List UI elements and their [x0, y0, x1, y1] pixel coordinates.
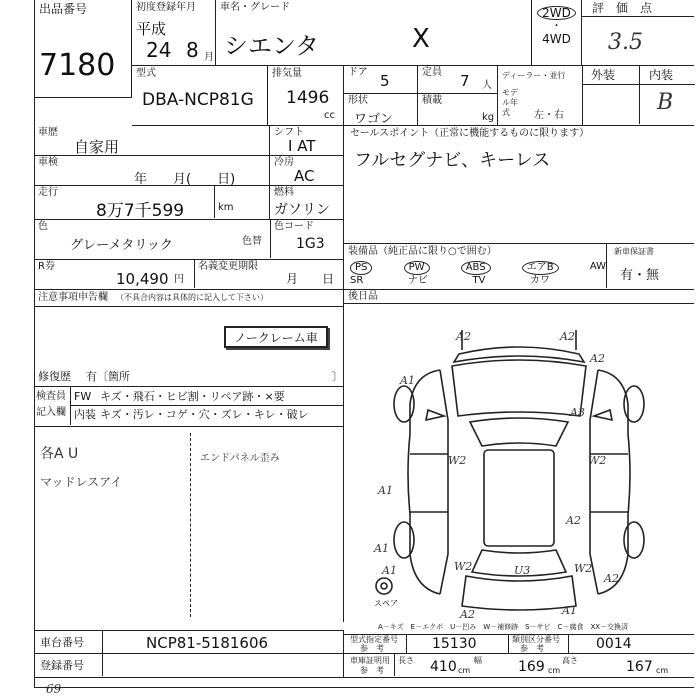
- ac-label: 冷房: [274, 157, 294, 168]
- model-value: DBA-NCP81G: [142, 90, 254, 110]
- sales-point-text: フルセグナビ、キーレス: [354, 150, 551, 171]
- lot-number: 7180: [39, 48, 116, 83]
- reg-box: [34, 654, 344, 678]
- car-name: シエンタ: [224, 32, 320, 60]
- km-unit: km: [218, 202, 234, 213]
- equipment-item: ABS: [461, 261, 491, 275]
- tax-label: 名義変更期限: [198, 261, 258, 272]
- notes-box: [34, 290, 344, 386]
- dmg-mark: A2: [566, 514, 581, 527]
- dmg-mark: A1: [400, 374, 415, 387]
- first-reg-label: 初度登録年月: [136, 2, 196, 13]
- drive-dot: ・: [551, 21, 562, 32]
- type-designation-value: 15130: [432, 636, 477, 652]
- equipment-item: TV: [472, 275, 486, 286]
- chassis-label: 車台番号: [40, 636, 84, 649]
- chassis-value: NCP81-5181606: [146, 634, 269, 652]
- dealer-box: [498, 66, 582, 126]
- remarks-box: [34, 426, 344, 622]
- reg-divider: [102, 654, 103, 676]
- spare-label: スペア: [374, 599, 398, 608]
- equipment-item: エアB: [522, 261, 559, 275]
- equipment-item: ナビ: [407, 275, 428, 286]
- interior-row: キズ・汚レ・コゲ・穴・ズレ・キレ・破レ: [100, 408, 309, 421]
- width-unit: cm: [548, 666, 561, 675]
- warranty-value: 有・無: [620, 268, 660, 283]
- yen-unit: 円: [174, 274, 184, 285]
- load-box: [418, 94, 498, 126]
- remark-3: エンドパネル歪み: [200, 453, 280, 464]
- car-name-box: [216, 0, 532, 66]
- dmg-mark: A2: [460, 608, 475, 621]
- fuel-value: ガソリン: [274, 202, 330, 218]
- color-box: [34, 220, 344, 260]
- interior-head: 内装: [74, 408, 96, 421]
- interior-grade: B: [657, 90, 674, 115]
- displacement-label: 排気量: [272, 68, 302, 79]
- cert-label: 車庫証明用: [350, 656, 390, 665]
- type-designation-box: [344, 634, 694, 654]
- chassis-divider: [102, 631, 103, 653]
- mileage-label: 走行: [38, 187, 58, 198]
- inspector-label-2: 記入欄: [36, 407, 66, 418]
- history-value: 自家用: [74, 138, 120, 156]
- sales-point-label: セールスポイント（正常に機能するものに限ります）: [350, 128, 590, 139]
- year: 24: [146, 38, 172, 62]
- ac-box: [270, 156, 344, 186]
- lot-label: 出品番号: [39, 2, 88, 16]
- class-label: 類別区分番号: [512, 635, 560, 644]
- ac-value: AC: [294, 167, 315, 185]
- ext-int-vdivider: [639, 66, 640, 124]
- length-label: 長さ: [398, 656, 414, 665]
- capacity-box: [418, 66, 498, 94]
- model-label: 型式: [136, 68, 156, 79]
- type-designation-sub: 参 考: [360, 644, 384, 653]
- fuel-box: [270, 186, 344, 220]
- equipment-row-2: [350, 275, 550, 287]
- footer-handwritten: 69: [46, 682, 62, 696]
- kg-unit: kg: [482, 112, 495, 123]
- shape-value: ワゴン: [354, 112, 394, 127]
- equipment-item: SR: [350, 275, 364, 286]
- displacement-box: [268, 66, 344, 126]
- dmg-mark: A1: [378, 484, 393, 497]
- td-divider-1: [406, 635, 407, 653]
- dmg-mark: U3: [514, 564, 531, 577]
- model-box: [132, 66, 268, 126]
- cc-unit: cc: [324, 110, 335, 121]
- type-designation-label: 型式指定番号: [350, 635, 398, 644]
- dmg-mark: A1: [562, 604, 577, 617]
- chassis-box: [34, 630, 344, 654]
- lot-box: [34, 0, 132, 98]
- no-claim-stamp: [224, 326, 328, 348]
- shift-box: [270, 126, 344, 156]
- width-value: 169: [518, 659, 545, 675]
- person-unit: 人: [482, 80, 492, 91]
- color-label: 色: [38, 221, 48, 232]
- recycle-divider: [194, 260, 195, 288]
- history-label: 車歴: [38, 127, 58, 138]
- equipment-item: PW: [404, 261, 430, 275]
- shift-value: I AT: [288, 137, 316, 155]
- repair-label: 修復歴: [38, 370, 71, 383]
- rear-label: 後日品: [348, 291, 378, 302]
- height-value: 167: [626, 659, 653, 675]
- grade: X: [412, 24, 430, 54]
- era: 平成: [136, 20, 167, 38]
- height-label: 高さ: [562, 656, 578, 665]
- ext-int-box: [582, 66, 694, 126]
- remark-1: 各A U: [40, 446, 79, 462]
- inspection-box: [34, 156, 270, 186]
- notes-label: 注意事項申告欄: [38, 292, 108, 303]
- rear-box: [344, 290, 694, 304]
- capacity-value: 7: [460, 72, 470, 90]
- color-code-value: 1G3: [296, 236, 325, 252]
- equipment-label: 装備品（純正品に限り○で囲む）: [348, 246, 497, 257]
- length-value: 410: [430, 659, 457, 675]
- dmg-mark: A1: [374, 542, 389, 555]
- load-label: 積載: [422, 95, 442, 106]
- fw-head: FW: [74, 390, 92, 403]
- mileage-divider: [214, 186, 215, 218]
- reg-label: 登録番号: [40, 659, 84, 672]
- cert-sub: 参 考: [360, 666, 384, 675]
- capacity-label: 定員: [422, 67, 442, 78]
- repair-value: 有〔箇所: [86, 370, 130, 383]
- inspector-row-divider: [70, 405, 344, 406]
- cert-box: [344, 654, 694, 678]
- first-reg-box: [132, 0, 216, 66]
- inspection-label: 車検: [38, 157, 58, 168]
- inspection-value: 年 月( 日): [134, 172, 236, 187]
- dmg-mark: A3: [570, 406, 585, 419]
- td-divider-3: [568, 635, 569, 653]
- remarks-divider: [190, 433, 191, 617]
- sales-point-box: [344, 126, 694, 244]
- dmg-mark: W2: [588, 454, 607, 467]
- month-unit: 月: [204, 52, 214, 63]
- fuel-label: 燃料: [274, 187, 294, 198]
- dmg-mark: A2: [590, 352, 605, 365]
- exterior-label: 外装: [591, 68, 616, 82]
- interior-label: 内装: [649, 68, 674, 82]
- equipment-divider: [606, 244, 607, 288]
- mileage-box: [34, 186, 270, 220]
- inspector-divider: [70, 387, 71, 425]
- color-divider: [270, 220, 271, 258]
- door-value: 5: [380, 72, 390, 90]
- recycle-label: R券: [38, 261, 55, 272]
- height-unit: cm: [656, 666, 669, 675]
- equipment-item: カワ: [529, 275, 550, 286]
- drive-2wd: 2WD: [537, 6, 576, 20]
- color-code-label: 色コード: [274, 221, 314, 232]
- displacement-value: 1496: [286, 88, 330, 108]
- history-box: [34, 126, 270, 156]
- equipment-row-1: [350, 261, 606, 275]
- dmg-mark: A2: [456, 330, 471, 343]
- score-value: 3.5: [608, 30, 643, 55]
- name-grade-label: 車名・グレード: [220, 2, 290, 13]
- color-change-label: 色替: [242, 236, 262, 247]
- mileage-value: 8万7千599: [96, 201, 185, 221]
- width-label: 幅: [474, 656, 482, 665]
- dmg-mark: W2: [448, 454, 467, 467]
- equipment-box: [344, 244, 694, 290]
- equipment-item: PS: [350, 261, 372, 275]
- dmg-mark: A1: [382, 564, 397, 577]
- cert-divider: [394, 654, 395, 676]
- score-label: 評 価 点: [592, 1, 653, 15]
- td-divider-2: [508, 635, 509, 653]
- tax-value: 月 日: [286, 272, 335, 286]
- recycle-value: 10,490: [116, 270, 169, 288]
- drive-box: [532, 0, 582, 66]
- fw-row: キズ・飛石・ヒビ割・リペア跡・×要: [100, 390, 285, 403]
- score-divider: [582, 16, 694, 17]
- recycle-box: [34, 260, 344, 290]
- class-sub: 参 考: [520, 644, 544, 653]
- shape-box: [344, 94, 418, 126]
- no-claim-text: ノークレーム車: [234, 331, 318, 345]
- month: 8: [186, 38, 199, 62]
- drive-4wd: 4WD: [542, 32, 571, 46]
- remark-2: マッドレスアイ: [40, 475, 123, 489]
- dmg-mark: A2: [560, 330, 575, 343]
- handle-value: 左・右: [534, 110, 564, 121]
- inspector-label-1: 検査員: [36, 391, 66, 402]
- color-value: グレーメタリック: [70, 238, 173, 253]
- class-value: 0014: [596, 636, 632, 652]
- notes-sub: （不具合内容は具体的に記入して下さい）: [116, 293, 268, 302]
- model-year-label: モデル年式: [502, 88, 518, 117]
- dealer-label: ディーラー・並行: [502, 71, 566, 80]
- equipment-item: AW: [589, 261, 606, 272]
- dmg-mark: A2: [604, 572, 619, 585]
- inspector-box: [34, 386, 344, 426]
- damage-legend: A－キズ E－エクボ U－凹み W－補修跡 S－サビ C－腐食 XX－交換済: [378, 623, 629, 631]
- shift-label: シフト: [274, 127, 304, 138]
- warranty-label: 新車保証書: [614, 247, 654, 256]
- score-box: [582, 0, 694, 66]
- car-diagram: [344, 304, 694, 622]
- notes-divider: [34, 306, 344, 307]
- repair-close: 〕: [332, 370, 343, 383]
- door-box: [344, 66, 418, 94]
- shape-label: 形状: [348, 95, 368, 106]
- dmg-mark: W2: [574, 562, 593, 575]
- length-unit: cm: [458, 666, 471, 675]
- dmg-mark: W2: [454, 560, 473, 573]
- door-label: ドア: [348, 67, 368, 78]
